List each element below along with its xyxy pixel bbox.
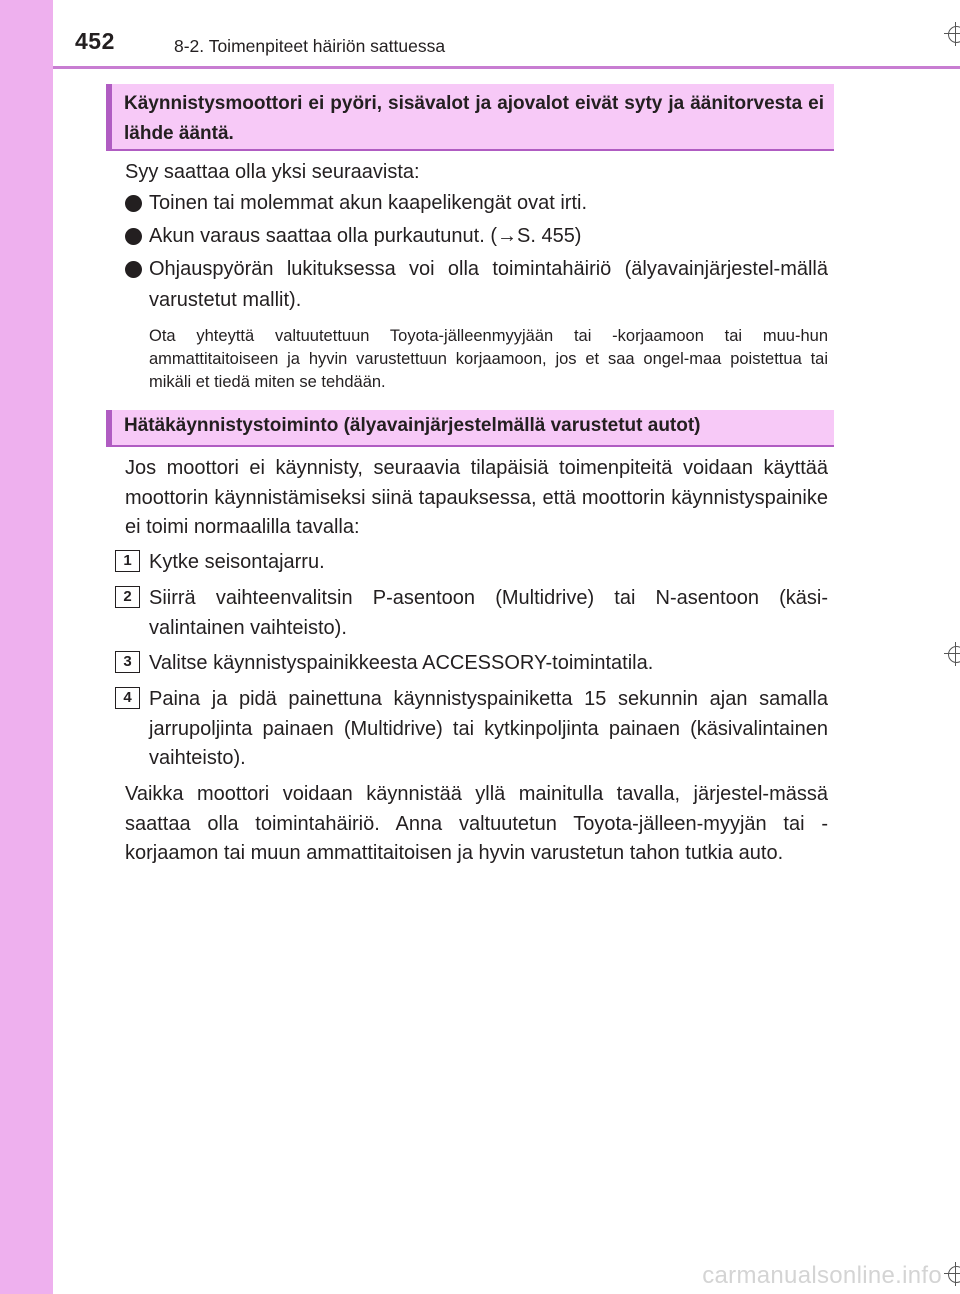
chapter-sidebar-tab bbox=[0, 0, 53, 1294]
registration-mark-icon bbox=[944, 642, 960, 666]
bullet-icon bbox=[125, 195, 142, 212]
step-1-text: Kytke seisontajarru. bbox=[149, 551, 325, 573]
cause-bullet-3: Ohjauspyörän lukituksessa voi olla toimintahäiriö (älyavainjärjestel-mällä varustetut mallit). bbox=[149, 258, 828, 311]
bullet-icon bbox=[125, 261, 142, 278]
contact-dealer-note: Ota yhteyttä valtuutettuun Toyota-jälleenmyyjään tai -korjaamoon tai muu-hun ammattitaitoiseen ja hyvin varustettuun korjaamoon, jos et saa ongel-maa poistettua tai mikäli et tiedä miten se tehdään. bbox=[149, 327, 828, 391]
step-4-text: Paina ja pidä painettuna käynnistyspainiketta 15 sekunnin ajan samalla jarrupoljinta painaen (Multidrive) tai kytkinpoljinta painaen (käsivalintainen vaihteisto). bbox=[149, 688, 828, 769]
cause-bullet-1: Toinen tai molemmat akun kaapelikengät ovat irti. bbox=[149, 192, 588, 214]
section-heading-starter: Käynnistysmoottori ei pyöri, sisävalot ja ajovalot eivät syty ja äänitorvesta ei lähde ääntä. bbox=[106, 84, 834, 151]
chapter-title: 8-2. Toimenpiteet häiriön sattuessa bbox=[174, 36, 446, 56]
step-number-badge: 2 bbox=[115, 586, 140, 608]
section-heading-emergency-start: Hätäkäynnistystoiminto (älyavainjärjestelmällä varustetut autot) bbox=[106, 410, 834, 447]
step-3-text: Valitse käynnistyspainikkeesta ACCESSORY-toimintatila. bbox=[149, 652, 654, 674]
site-watermark: carmanualsonline.info bbox=[702, 1262, 942, 1289]
emergency-intro: Jos moottori ei käynnisty, seuraavia tilapäisiä toimenpiteitä voidaan käyttää moottorin käynnistämiseksi siinä tapauksessa, että moottorin käynnistyspainike ei toimi normaalilla tavalla: bbox=[125, 457, 828, 538]
step-number-badge: 1 bbox=[115, 550, 140, 572]
step-2-text: Siirrä vaihteenvalitsin P-asentoon (Multidrive) tai N-asentoon (käsi-valintainen vaihteisto). bbox=[149, 587, 828, 639]
page-number: 452 bbox=[75, 28, 115, 54]
step-number-badge: 3 bbox=[115, 651, 140, 673]
registration-mark-icon bbox=[944, 1262, 960, 1286]
closing-paragraph: Vaikka moottori voidaan käynnistää yllä mainitulla tavalla, järjestel-mässä saattaa olla toimintahäiriö. Anna valtuutetun Toyota-jälleen-myyjän tai -korjaamon tai muun ammattitaitoisen ja hyvin varustetun tahon tutkia auto. bbox=[125, 783, 828, 864]
bullet-icon bbox=[125, 228, 142, 245]
header-rule bbox=[53, 66, 960, 69]
step-number-badge: 4 bbox=[115, 687, 140, 709]
cause-intro: Syy saattaa olla yksi seuraavista: bbox=[125, 161, 420, 183]
registration-mark-icon bbox=[944, 22, 960, 46]
cause-bullet-2: Akun varaus saattaa olla purkautunut. (→S. 455) bbox=[149, 225, 582, 247]
